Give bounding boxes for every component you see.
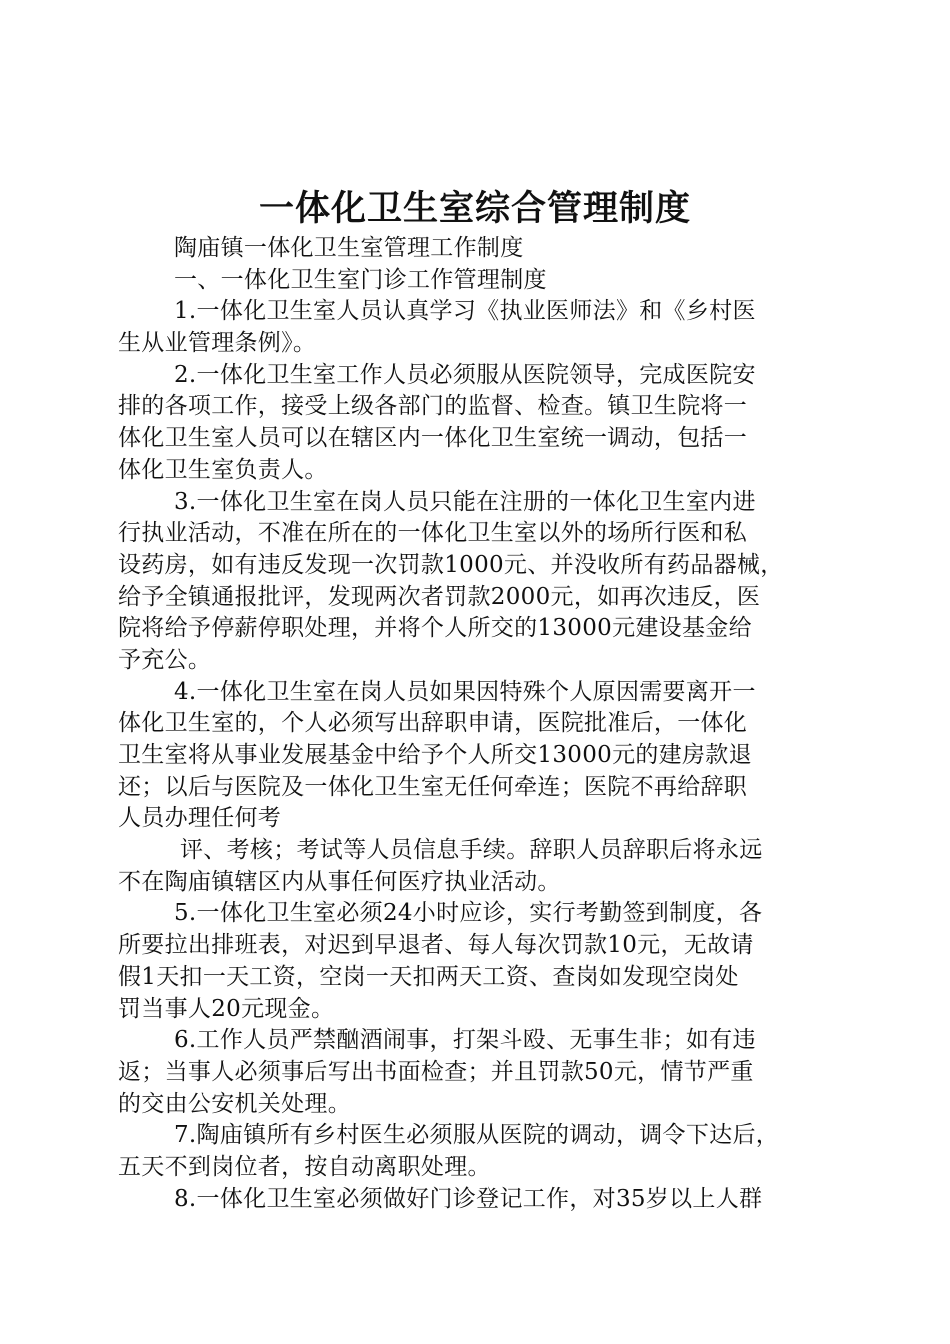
body-line: 五天不到岗位者，按自动离职处理。: [118, 1153, 491, 1180]
document-body: [118, 233, 834, 1215]
body-line: 1.一体化卫生室人员认真学习《执业医师法》和《乡村医: [174, 298, 756, 325]
body-line: 设药房，如有违反发现一次罚款1000元、并没收所有药品器械，: [118, 551, 784, 578]
body-line: 2.一体化卫生室工作人员必须服从医院领导，完成医院安: [174, 361, 756, 388]
body-line: 7.陶庙镇所有乡村医生必须服从医院的调动，调令下达后，: [174, 1122, 780, 1149]
body-line: 给予全镇通报批评，发现两次者罚款2000元，如再次违反，医: [118, 583, 761, 610]
body-line: 评、考核；考试等人员信息手续。辞职人员辞职后将永远: [180, 837, 763, 864]
body-line: 5.一体化卫生室必须24小时应诊，实行考勤签到制度，各: [174, 900, 763, 927]
body-line: 予充公。: [118, 646, 212, 673]
body-line: 3.一体化卫生室在岗人员只能在注册的一体化卫生室内进: [174, 488, 756, 515]
body-line: 不在陶庙镇辖区内从事任何医疗执业活动。: [118, 868, 561, 895]
body-line: 人员办理任何考: [118, 805, 282, 832]
body-line: 4.一体化卫生室在岗人员如果因特殊个人原因需要离开一: [174, 678, 756, 705]
body-line: 排的各项工作，接受上级各部门的监督、检查。镇卫生院将一: [118, 393, 748, 420]
body-line: 体化卫生室人员可以在辖区内一体化卫生室统一调动，包括一: [118, 425, 748, 452]
body-line: 陶庙镇一体化卫生室管理工作制度: [174, 235, 524, 261]
body-line: 假1天扣一天工资，空岗一天扣两天工资、查岗如发现空岗处: [118, 963, 739, 990]
body-line: 返；当事人必须事后写出书面检查；并且罚款50元，情节严重: [118, 1058, 754, 1085]
body-line: 的交由公安机关处理。: [118, 1090, 351, 1117]
body-line: 体化卫生室的，个人必须写出辞职申请，医院批准后，一体化: [118, 710, 748, 737]
body-line: 院将给予停薪停职处理，并将个人所交的13000元建设基金给: [118, 615, 752, 642]
body-line: 卫生室将从事业发展基金中给予个人所交13000元的建房款退: [118, 742, 752, 768]
body-line: 生从业管理条例》。: [118, 330, 317, 357]
body-line: 6.工作人员严禁酗酒闹事，打架斗殴、无事生非；如有违: [174, 1027, 756, 1054]
document-title: 一体化卫生室综合管理制度: [258, 188, 691, 229]
body-line: 体化卫生室负责人。: [118, 456, 328, 483]
body-line: 罚当事人20元现金。: [118, 995, 335, 1022]
body-line: 一、一体化卫生室门诊工作管理制度: [174, 266, 547, 293]
body-line: 行执业活动，不准在所在的一体化卫生室以外的场所行医和私: [118, 520, 748, 547]
body-line: 所要拉出排班表，对迟到早退者、每人每次罚款10元，无故请: [118, 932, 754, 959]
body-line: 8.一体化卫生室必须做好门诊登记工作，对35岁以上人群: [174, 1185, 763, 1212]
body-line: 还；以后与医院及一体化卫生室无任何牵连；医院不再给辞职: [118, 773, 748, 800]
